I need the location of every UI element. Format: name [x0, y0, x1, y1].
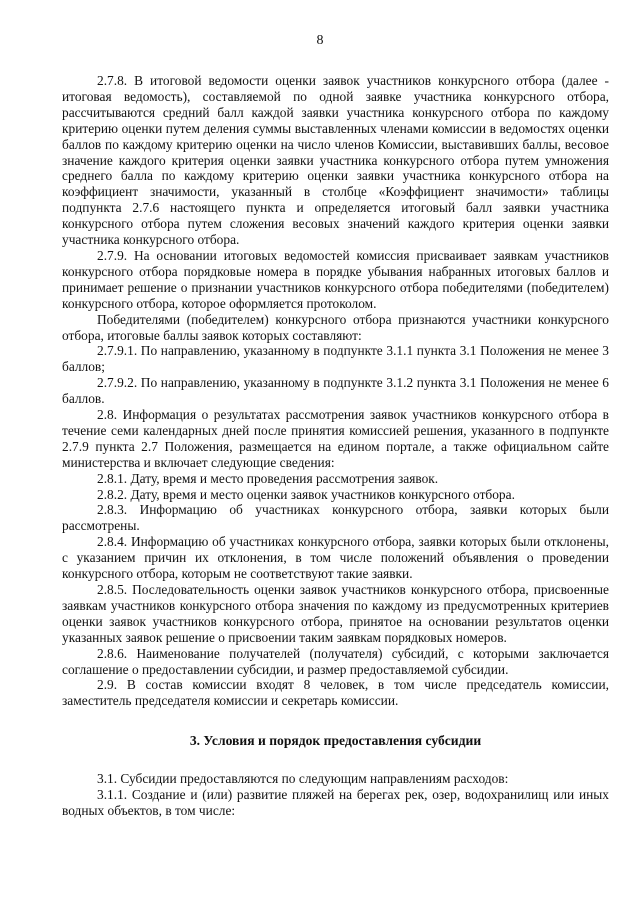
paragraph-2-8-5: 2.8.5. Последовательность оценки заявок участников конкурсного отбора, присвоенные заявкам участников конкурсного отбора значения по каждому из предусмотренных критериев оценки заявок участников конкурсного отбора, принятое на основании результатов оценки указанных заявок решение о присвоении таким заявкам порядковых номеров.	[62, 582, 609, 645]
section-heading: 3. Условия и порядок предоставления субсидии	[189, 733, 482, 749]
paragraph-2-7-8: 2.7.8. В итоговой ведомости оценки заявок участников конкурсного отбора (далее - итоговая ведомость), составляемой по одной заявке участника конкурсного отбора, рассчитываются средний балл каждой заявки участника конкурсного отбора по каждому критерию оценки путем деления суммы выставленных членами комиссии в ведомостях оценки баллов по каждому критерию оценки на число членов Комиссии, выставивших баллы, весовое значение каждого критерия оценки заявки участника конкурсного отбора путем умножения среднего балла по каждому критерию оценки заявки участника конкурсного отбора на коэффициент значимости, указанный в столбце «Коэффициент значимости» таблицы подпункта 2.7.6 настоящего пункта и определяется итоговый балл заявки участника конкурсного отбора путем сложения весовых значений каждого критерия оценки заявки участника конкурсного отбора.	[62, 73, 609, 248]
paragraph-2-9: 2.9. В состав комиссии входят 8 человек, в том числе председатель комиссии, заместитель председателя комиссии и секретарь комиссии.	[62, 677, 609, 709]
paragraph-2-8-1: 2.8.1. Дату, время и место проведения рассмотрения заявок.	[97, 470, 439, 486]
paragraph-2-8-6: 2.8.6. Наименование получателей (получателя) субсидий, с которыми заключается соглашение о предоставлении субсидии, и размер предоставляемой субсидии.	[62, 645, 609, 677]
paragraph-2-8-4: 2.8.4. Информацию об участниках конкурсного отбора, заявки которых были отклонены, с указанием причин их отклонения, в том числе положений объявления о проведении конкурсного отбора, которым не соответствуют такие заявки.	[62, 534, 609, 582]
page-number: 8	[316, 33, 324, 48]
paragraph-2-7-9-2: 2.7.9.2. По направлению, указанному в подпункте 3.1.2 пункта 3.1 Положения не менее 6 баллов.	[62, 375, 609, 407]
paragraph-2-7-9: 2.7.9. На основании итоговых ведомостей комиссия присваивает заявкам участников конкурсного отбора порядковые номера в порядке убывания набранных итоговых баллов и принимает решение о признании участников конкурсного отбора победителями (победителем) конкурсного отбора, которое оформляется протоколом.	[62, 247, 609, 311]
paragraph-3-1-1: 3.1.1. Создание и (или) развитие пляжей на берегах рек, озер, водохранилищ или иных водных объектов, в том числе:	[62, 787, 609, 818]
paragraph-2-8-2: 2.8.2. Дату, время и место оценки заявок участников конкурсного отбора.	[97, 486, 515, 502]
paragraph-2-8-3: 2.8.3. Информацию об участниках конкурсного отбора, заявки которых были рассмотрены.	[62, 502, 609, 534]
document-body	[62, 73, 609, 819]
paragraph-2-7-9-1: 2.7.9.1. По направлению, указанному в подпункте 3.1.1 пункта 3.1 Положения не менее 3 баллов;	[62, 343, 609, 375]
paragraph-2-8: 2.8. Информация о результатах рассмотрения заявок участников конкурсного отбора в течение семи календарных дней после принятия комиссией решения, указанного в подпункте 2.7.9 пункта 2.7 Положения, размещается на едином портале, а также официальном сайте министерства и включает следующие сведения:	[62, 407, 609, 470]
paragraph-3-1: 3.1. Субсидии предоставляются по следующим направлениям расходов:	[97, 771, 509, 787]
paragraph-winners: Победителями (победителем) конкурсного отбора признаются участники конкурсного отбора, итоговые баллы заявок которых составляют:	[62, 311, 609, 343]
